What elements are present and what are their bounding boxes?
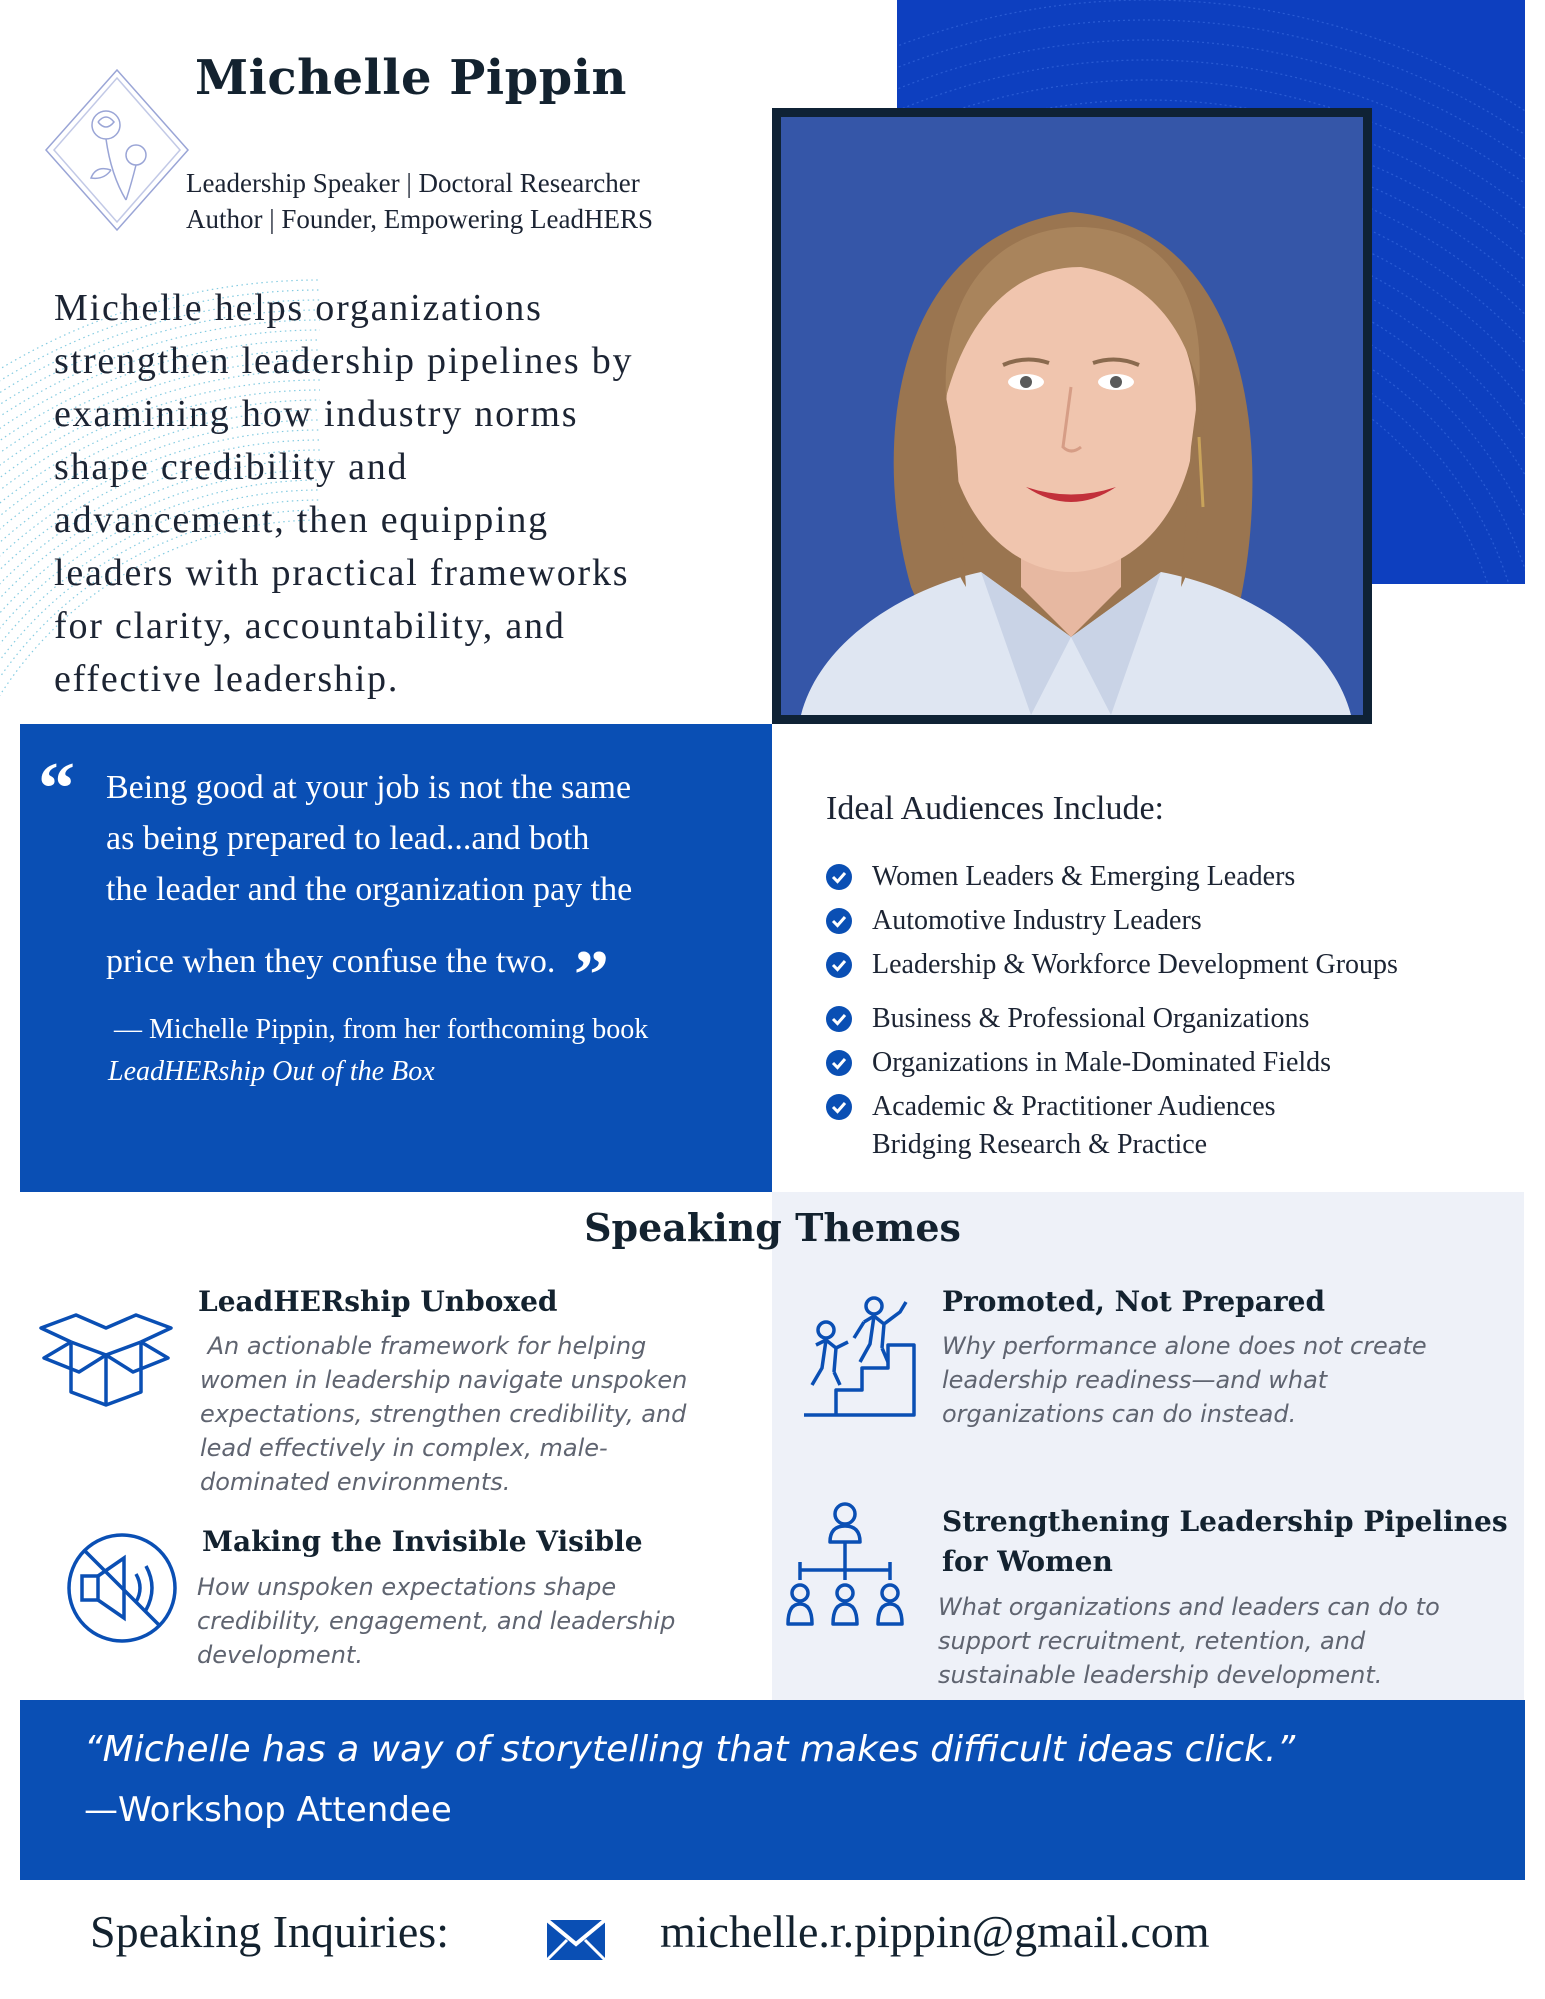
check-circle-icon [826,952,852,978]
theme-line: An actionable framework for helping [200,1332,647,1360]
theme-description [200,1329,687,1499]
subtitle-line: Leadership Speaker | Doctoral Researcher [186,168,640,198]
audience-label: Business & Professional Organizations [872,1003,1310,1034]
audiences-title: Ideal Audiences Include: [826,790,1164,827]
check-circle-icon [826,864,852,890]
book-title: LeadHERship Out of the Box [108,1056,435,1087]
intro-line: shape credibility and [54,446,409,488]
theme-line: dominated environments. [200,1468,511,1496]
check-circle-icon [826,1094,852,1120]
theme-line: organizations can do instead. [942,1400,1297,1428]
subtitle-line: Author | Founder, Empowering LeadHERS [186,204,654,234]
theme-title [942,1502,1508,1582]
audience-label: Organizations in Male-Dominated Fields [872,1047,1332,1078]
quote-text [106,762,756,1014]
intro-line: examining how industry norms [54,393,579,435]
open-box-icon [36,1300,176,1410]
audience-label: Automotive Industry Leaders [872,905,1202,936]
theme-line: women in leadership navigate unspoken [200,1366,688,1394]
speaker-name: Michelle Pippin [195,50,627,106]
org-chart-icon [780,1500,910,1630]
quote-line: the leader and the organization pay the [106,871,633,908]
theme-title: Promoted, Not Prepared [942,1285,1326,1318]
intro-line: strengthen leadership pipelines by [54,340,634,382]
theme-line: credibility, engagement, and leadership [197,1607,676,1635]
portrait-photo [781,117,1363,715]
audience-label: Leadership & Workforce Development Groups [872,949,1398,980]
quote-attribution [108,1009,648,1093]
intro-line: Michelle helps organizations [54,287,543,329]
contact-email[interactable]: michelle.r.pippin@gmail.com [660,1906,1210,1957]
theme-line: Why performance alone does not create [942,1332,1427,1360]
audience-label: Bridging Research & Practice [872,1129,1208,1160]
theme-line: leadership readiness—and what [942,1366,1328,1394]
close-quote-icon: ” [573,937,609,1014]
quote-line: as being prepared to lead...and both [106,820,590,857]
check-circle-icon [826,908,852,934]
quote-box [20,724,772,1192]
open-quote-icon: “ [38,748,75,830]
audience-label: Academic & Practitioner Audiences [872,1091,1276,1122]
theme-title-line: Strengthening Leadership Pipelines [942,1505,1508,1538]
muted-speaker-icon [64,1530,180,1646]
theme-description [197,1570,675,1672]
theme-line: lead effectively in complex, male- [200,1434,608,1462]
themes-title: Speaking Themes [584,1205,961,1250]
theme-line: expectations, strengthen credibility, and [200,1400,687,1428]
inquiries-label: Speaking Inquiries: [90,1906,449,1957]
theme-description [938,1590,1440,1692]
theme-line: What organizations and leaders can do to [938,1593,1440,1621]
audience-label: Women Leaders & Emerging Leaders [872,861,1296,892]
testimonial-text: “Michelle has a way of storytelling that makes difficult ideas click.” [84,1729,1296,1770]
testimonial-attribution: —Workshop Attendee [84,1790,452,1830]
intro-line: leaders with practical frameworks [54,552,630,594]
intro-line: for clarity, accountability, and [54,605,566,647]
intro-line: effective leadership. [54,658,400,700]
quote-line: price when they confuse the two. [106,943,556,980]
speaker-subtitle [186,165,653,237]
theme-line: How unspoken expectations shape [197,1573,617,1601]
attribution-line: — Michelle Pippin, from her forthcoming book [114,1014,649,1045]
testimonial-band [20,1700,1525,1880]
check-circle-icon [826,1006,852,1032]
theme-title-line: for Women [942,1545,1113,1578]
theme-line: development. [197,1641,363,1669]
theme-line: sustainable leadership development. [938,1661,1383,1689]
intro-paragraph [54,282,774,706]
intro-line: advancement, then equipping [54,499,549,541]
quote-line: Being good at your job is not the same [106,769,632,806]
theme-description [942,1329,1427,1431]
check-circle-icon [826,1050,852,1076]
rose-diamond-logo [36,60,198,240]
envelope-icon [545,1914,607,1964]
climbing-stairs-icon [796,1290,918,1420]
theme-line: support recruitment, retention, and [938,1627,1366,1655]
theme-title: LeadHERship Unboxed [198,1285,558,1318]
theme-title: Making the Invisible Visible [202,1525,643,1558]
